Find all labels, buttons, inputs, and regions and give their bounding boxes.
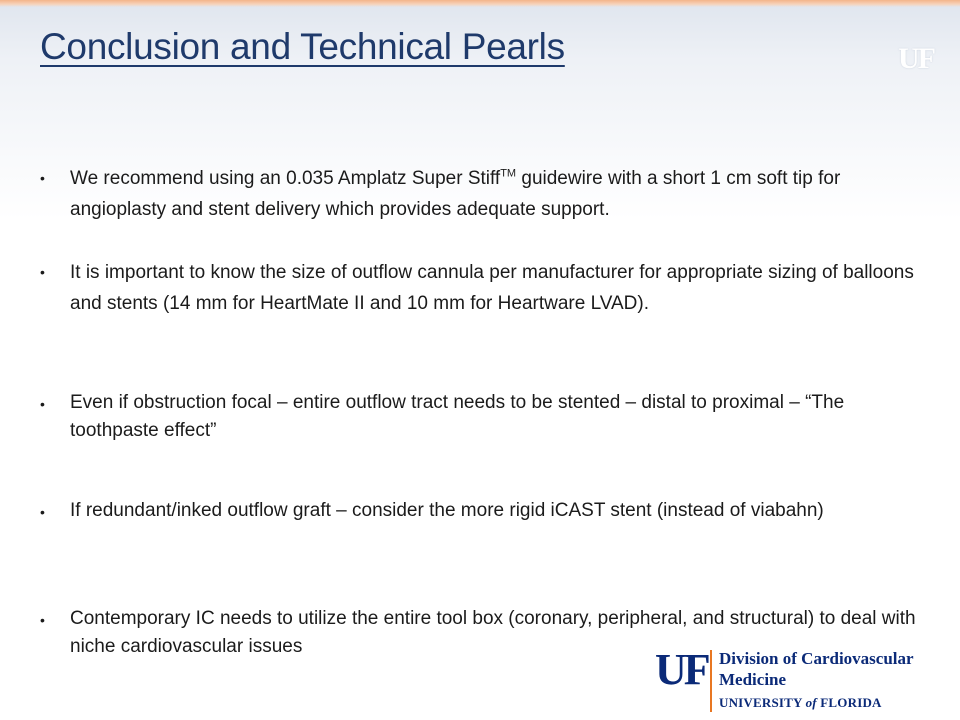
bullet-dot: • [40, 504, 45, 520]
university-name-part: of [805, 695, 817, 710]
top-accent-bar [0, 0, 960, 7]
division-name-line1: Division of Cardiovascular [719, 649, 914, 668]
university-name-part: FLORIDA [816, 695, 882, 710]
university-name-part: UNIVERSITY [719, 695, 806, 710]
bullet-text-part: guidewire with a short 1 cm soft tip for angioplasty and stent delivery which provides adequate support. [70, 168, 841, 220]
bullet-dot: • [40, 612, 45, 628]
bullet-text: Contemporary IC needs to utilize the entire tool box (coronary, peripheral, and structural) to deal with niche cardiovascular issues [70, 608, 916, 657]
bullet-dot: • [40, 264, 45, 280]
bullet-item [40, 389, 920, 445]
bullet-text-part: We recommend using an 0.035 Amplatz Super Stiff [70, 168, 501, 189]
division-logo [655, 646, 955, 716]
bullet-dot: • [40, 170, 45, 186]
division-name-line2: Medicine [719, 670, 787, 689]
uf-watermark-logo: UF [898, 42, 934, 75]
trademark-superscript: TM [500, 167, 517, 180]
bullet-text: If redundant/inked outflow graft – consider the more rigid iCAST stent (instead of viabahn) [70, 500, 824, 521]
bullet-item [40, 163, 920, 225]
bullet-item [40, 257, 920, 319]
bullet-text: It is important to know the size of outflow cannula per manufacturer for appropriate sizing of balloons and stents (14 mm for HeartMate II and 10 mm for Heartware LVAD). [70, 262, 914, 314]
slide-title: Conclusion and Technical Pearls [40, 26, 565, 67]
logo-divider [710, 650, 712, 712]
university-name [719, 694, 914, 712]
bullet-item [40, 497, 920, 525]
uf-logo-mark: UF [655, 645, 708, 694]
bullet-text: Even if obstruction focal – entire outflow tract needs to be stented – distal to proximal – “The toothpaste effect” [70, 392, 845, 441]
bullet-dot: • [40, 396, 45, 412]
bullet-text [70, 163, 920, 225]
logo-text-block [719, 648, 914, 712]
